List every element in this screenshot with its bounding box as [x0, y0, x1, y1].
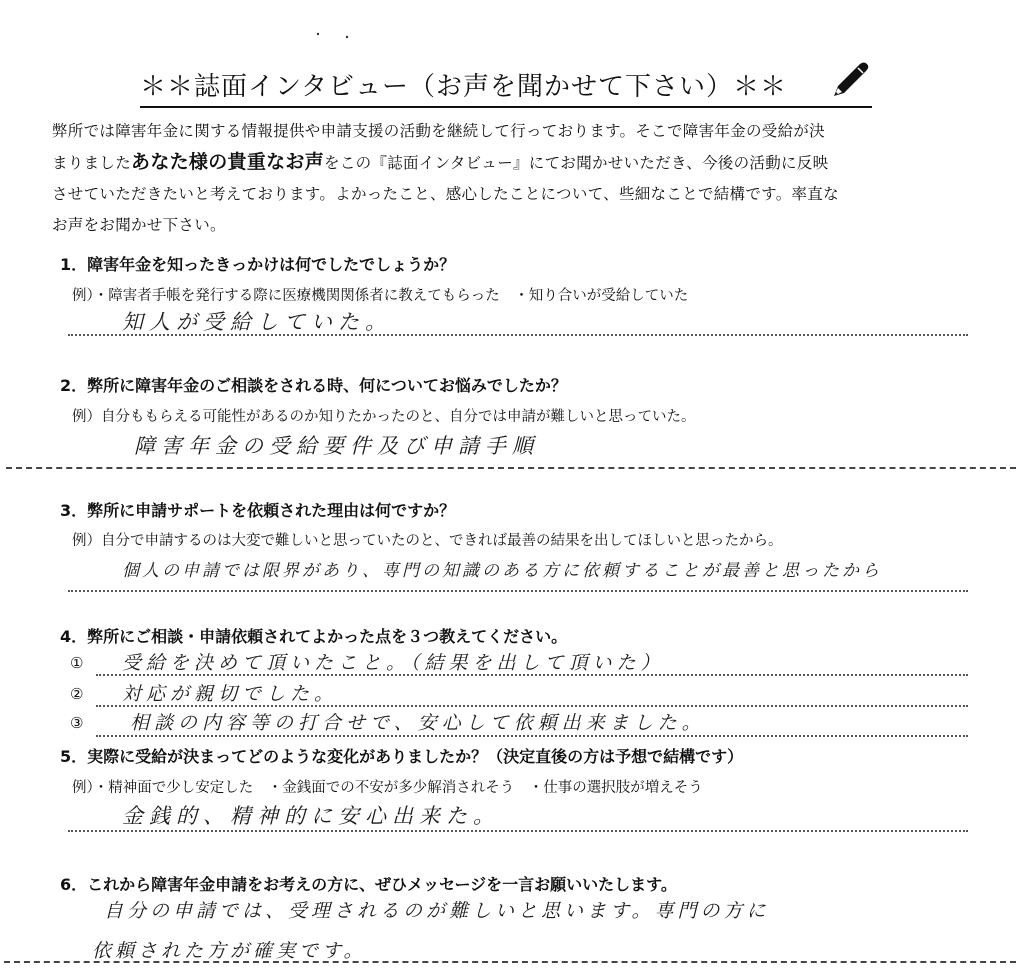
question-6-label: 6．これから障害年金申請をお考えの方に、ぜひメッセージを一言お願いいたします。	[60, 875, 677, 894]
question-3-label: 3．弊所に申請サポートを依頼された理由は何ですか？	[60, 501, 456, 520]
question-1-example: 例）・障害者手帳を発行する際に医療機関関係者に教えてもらった ・知り合いが受給していた	[72, 288, 689, 304]
question-2-label: 2．弊所に障害年金のご相談をされる時、何についてお悩みでしたか？	[60, 376, 567, 395]
question-4-label: 4．弊所にご相談・申請依頼されてよかった点を３つ教えてください。	[60, 627, 568, 646]
question-3-example: 例）自分で申請するのは大変で難しいと思っていたのと、できれば最善の結果を出してほしいと思ったから。	[72, 533, 783, 549]
answer-line	[6, 467, 1016, 469]
answer-line	[68, 334, 968, 336]
question-4-answer-2[interactable]: 対応が親切でした。	[122, 683, 339, 705]
answer-line	[68, 830, 968, 832]
question-3-answer[interactable]: 個人の申請では限界があり、専門の知識のある方に依頼することが最善と思ったから	[122, 561, 882, 581]
question-2-example: 例）自分ももらえる可能性があるのか知りたかったのと、自分では申請が難しいと思っていた。	[72, 409, 696, 425]
question-6-answer-line-2[interactable]: 依頼された方が確実です。	[92, 940, 367, 962]
question-4-answer-3[interactable]: 相談の内容等の打合せで、安心して依頼出来ました。	[130, 712, 706, 734]
intro-line-2-post: をこの『誌面インタビュー』にてお聞かせいただき、今後の活動に反映	[324, 154, 829, 172]
question-6-answer-line-1[interactable]: 自分の申請では、受理されるのが難しいと思います。専門の方に	[104, 900, 770, 922]
intro-line-2	[52, 147, 972, 179]
intro-line-3: させていただきたいと考えております。よかったこと、感心したことについて、些細なことで結構です。率直な	[52, 185, 839, 203]
question-1-label: 1．障害年金を知ったきっかけは何でしたでしょうか？	[60, 255, 456, 274]
intro-paragraph	[52, 116, 972, 241]
answer-line	[96, 705, 968, 707]
item-3-number: ③	[70, 714, 84, 732]
question-1-answer[interactable]: 知人が受給していた。	[122, 310, 392, 334]
answer-line	[96, 674, 968, 676]
question-5-label: 5．実際に受給が決まってどのような変化がありましたか？（決定直後の方は予想で結構です）	[60, 747, 744, 766]
intro-line-1: 弊所では障害年金に関する情報提供や申請支援の活動を継続して行っております。そこで障害年金の受給が決	[52, 122, 825, 140]
intro-line-4: お声をお聞かせ下さい。	[52, 216, 226, 234]
pen-icon	[828, 58, 872, 102]
intro-line-2-pre: まりました	[52, 154, 132, 172]
question-5-answer[interactable]: 金銭的、精神的に安心出来た。	[122, 804, 500, 828]
intro-emphasis: あなた様の貴重なお声	[131, 151, 325, 173]
question-2-answer[interactable]: 障害年金の受給要件及び申請手順	[134, 434, 539, 458]
answer-line	[68, 590, 968, 592]
question-5-example: 例）・精神面で少し安定した ・金銭面での不安が多少解消されそう ・仕事の選択肢が増えそう	[72, 780, 703, 796]
item-2-number: ②	[70, 685, 84, 703]
question-4-answer-1[interactable]: 受給を決めて頂いたこと。（結果を出して頂いた）	[122, 652, 665, 674]
title-banner	[140, 58, 872, 108]
page-title: ＊＊誌面インタビュー（お声を聞かせて下さい）＊＊	[140, 72, 787, 102]
item-1-number: ①	[70, 654, 84, 672]
answer-line	[4, 961, 1016, 963]
answer-line	[96, 735, 968, 737]
